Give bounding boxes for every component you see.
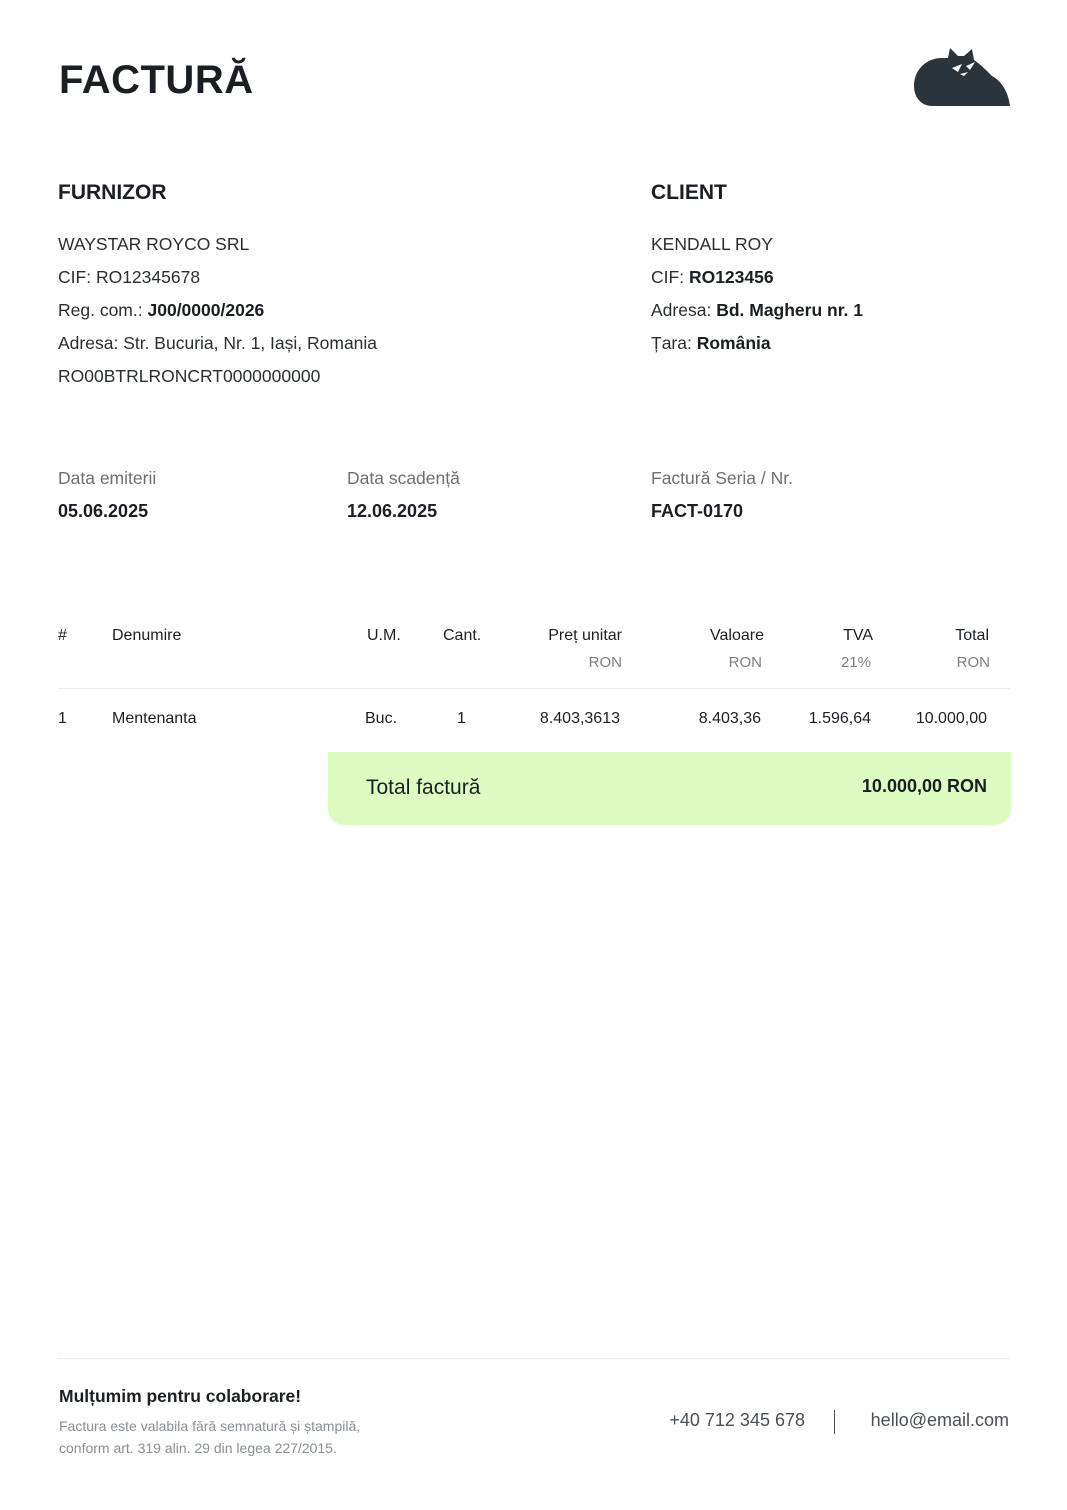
client-address-label: Adresa:: [651, 300, 712, 320]
row-total: 10.000,00: [915, 710, 987, 727]
col-value-header: Valoare: [710, 627, 764, 644]
client-country-label: Țara:: [651, 333, 692, 353]
client-address: [651, 294, 863, 327]
footer-divider: [58, 1358, 1010, 1359]
col-qty-header: Cant.: [443, 627, 482, 644]
supplier-details: [58, 228, 377, 393]
supplier-cif: [58, 261, 377, 294]
supplier-reg: [58, 294, 377, 327]
invoice-title: FACTURĂ: [59, 58, 254, 102]
invoice-series-label: Factură Seria / Nr.: [651, 468, 793, 488]
invoice-total-box: [328, 752, 1011, 825]
col-price-header: Preț unitar: [548, 627, 622, 644]
issue-date-value: 05.06.2025: [58, 501, 149, 521]
supplier-reg-label: Reg. com.:: [58, 300, 143, 320]
row-unit: Buc.: [365, 710, 398, 727]
supplier-iban: RO00BTRLRONCRT0000000000: [58, 366, 321, 386]
supplier-address-value: Str. Bucuria, Nr. 1, Iași, Romania: [123, 333, 378, 353]
table-header-divider: [58, 688, 1010, 689]
client-cif: [651, 261, 863, 294]
col-vat-header: TVA: [843, 627, 873, 644]
client-cif-label: CIF:: [651, 267, 685, 287]
client-country: [651, 327, 863, 360]
footer-contact-separator: [834, 1410, 835, 1434]
client-details: [651, 228, 863, 360]
supplier-heading: FURNIZOR: [58, 181, 167, 204]
footer-legal-note: [59, 1415, 459, 1459]
footer-note-line1: Factura este valabila fără semnatură și ștampilă,: [59, 1418, 361, 1434]
supplier-cif-label: CIF:: [58, 267, 92, 287]
invoice-total-label: Total factură: [366, 776, 481, 799]
col-total-header: Total: [955, 627, 989, 644]
row-name: Mentenanta: [112, 710, 197, 727]
col-total-currency: RON: [956, 654, 990, 671]
footer-thanks: Mulțumim pentru colaborare!: [59, 1386, 302, 1406]
client-heading: CLIENT: [651, 181, 727, 204]
invoice-total-value: 10.000,00 RON: [861, 776, 987, 796]
client-address-value: Bd. Magheru nr. 1: [716, 300, 864, 320]
client-name: KENDALL ROY: [651, 234, 773, 254]
due-date-value: 12.06.2025: [347, 501, 438, 521]
cat-logo-icon: [912, 46, 1012, 108]
col-value-currency: RON: [728, 654, 762, 671]
supplier-address-label: Adresa:: [58, 333, 119, 353]
due-date-label: Data scadență: [347, 468, 460, 488]
col-price-currency: RON: [588, 654, 622, 671]
row-value: 8.403,36: [698, 710, 761, 727]
row-index: 1: [58, 710, 67, 727]
row-qty: 1: [457, 710, 466, 727]
col-index-header: #: [58, 627, 67, 644]
supplier-address: [58, 327, 377, 360]
footer-email[interactable]: hello@email.com: [870, 1410, 1009, 1430]
supplier-cif-value: RO12345678: [95, 267, 201, 287]
row-price: 8.403,3613: [539, 710, 620, 727]
invoice-series-value: FACT-0170: [651, 501, 744, 521]
col-vat-rate: 21%: [840, 654, 871, 671]
table-row: [0, 710, 1067, 734]
footer-note-line2: conform art. 319 alin. 29 din legea 227/2015.: [59, 1440, 337, 1456]
client-country-value: România: [696, 333, 771, 353]
supplier-name: WAYSTAR ROYCO SRL: [58, 234, 250, 254]
col-name-header: Denumire: [112, 627, 182, 644]
supplier-reg-value: J00/0000/2026: [147, 300, 265, 320]
col-unit-header: U.M.: [367, 627, 401, 644]
footer-phone[interactable]: +40 712 345 678: [669, 1410, 805, 1430]
issue-date-label: Data emiterii: [58, 468, 157, 488]
row-vat: 1.596,64: [808, 710, 871, 727]
client-cif-value: RO123456: [688, 267, 774, 287]
